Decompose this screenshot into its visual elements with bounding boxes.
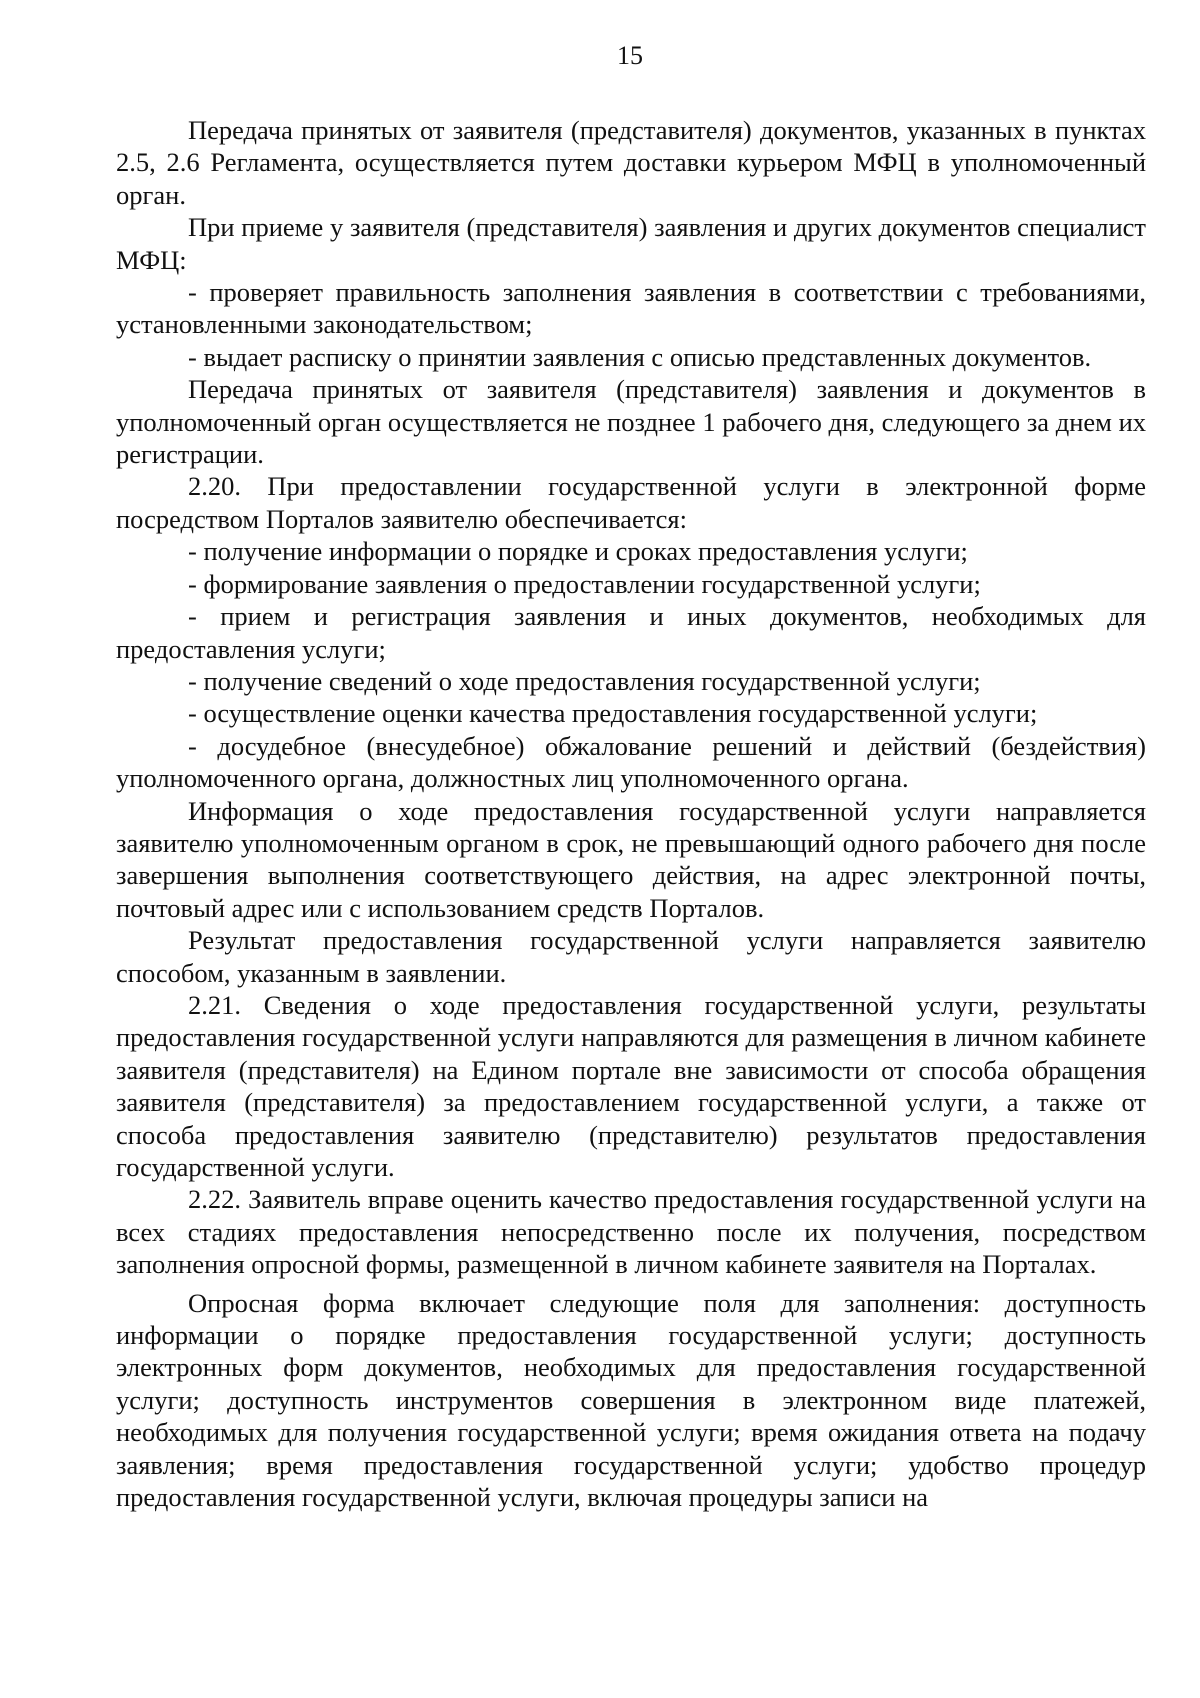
paragraph: - получение информации о порядке и сроках предоставления услуги; xyxy=(188,536,968,567)
paragraph: 2.21. Сведения о ходе предоставления государственной услуги, результаты предоставления государственной услуги направляются для размещения в личном кабинете заявителя (представителя) на Едином портале вне зависимости от способа обращения заявителя (представителя) за предоставлением государственной услуги, а также от способа предоставления заявителю (представителю) результатов предоставления государственной услуги. xyxy=(116,989,1146,1182)
paragraph: - формирование заявления о предоставлении государственной услуги; xyxy=(188,568,981,599)
paragraph: 2.20. При предоставлении государственной услуги в электронной форме посредством Порталов заявителю обеспечивается: xyxy=(116,471,1146,534)
paragraph: Передача принятых от заявителя (представителя) документов, указанных в пунктах 2.5, 2.6 Регламента, осуществляется путем доставки курьером МФЦ в уполномоченный орган. xyxy=(116,115,1146,210)
paragraph: - проверяет правильность заполнения заявления в соответствии с требованиями, установленными законодательством; xyxy=(116,277,1146,340)
paragraph: - прием и регистрация заявления и иных документов, необходимых для предоставления услуги; xyxy=(116,601,1146,664)
paragraph: Опросная форма включает следующие поля для заполнения: доступность информации о порядке предоставления государственной услуги; доступность электронных форм документов, необходимых для предоставления государственной услуги; доступность инструментов совершения в электронном виде платежей, необходимых для получения государственной услуги; время ожидания ответа на подачу заявления; время предоставления государственной услуги; удобство процедур предоставления государственной услуги, включая процедуры записи на xyxy=(116,1287,1146,1513)
paragraph: Информация о ходе предоставления государственной услуги направляется заявителю уполномоченным органом в срок, не превышающий одного рабочего дня после завершения выполнения соответствующего действия, на адрес электронной почты, почтовый адрес или с использованием средств Порталов. xyxy=(116,795,1146,923)
document-body xyxy=(116,114,1146,1513)
paragraph: Результат предоставления государственной услуги направляется заявителю способом, указанным в заявлении. xyxy=(116,925,1146,988)
paragraph: - выдает расписку о принятии заявления с описью представленных документов. xyxy=(188,341,1092,372)
paragraph: - получение сведений о ходе предоставления государственной услуги; xyxy=(188,665,981,696)
paragraph: 2.22. Заявитель вправе оценить качество предоставления государственной услуги на всех стадиях предоставления непосредственно после их получения, посредством заполнения опросной формы, размещенной в личном кабинете заявителя на Порталах. xyxy=(116,1184,1146,1280)
paragraph: Передача принятых от заявителя (представителя) заявления и документов в уполномоченный орган осуществляется не позднее 1 рабочего дня, следующего за днем их регистрации. xyxy=(116,374,1146,470)
page-number: 15 xyxy=(617,41,643,70)
paragraph: - досудебное (внесудебное) обжалование решений и действий (бездействия) уполномоченного органа, должностных лиц уполномоченного органа. xyxy=(116,730,1146,794)
paragraph: При приеме у заявителя (представителя) заявления и других документов специалист МФЦ: xyxy=(116,212,1146,275)
paragraph: - осуществление оценки качества предоставления государственной услуги; xyxy=(188,698,1038,729)
